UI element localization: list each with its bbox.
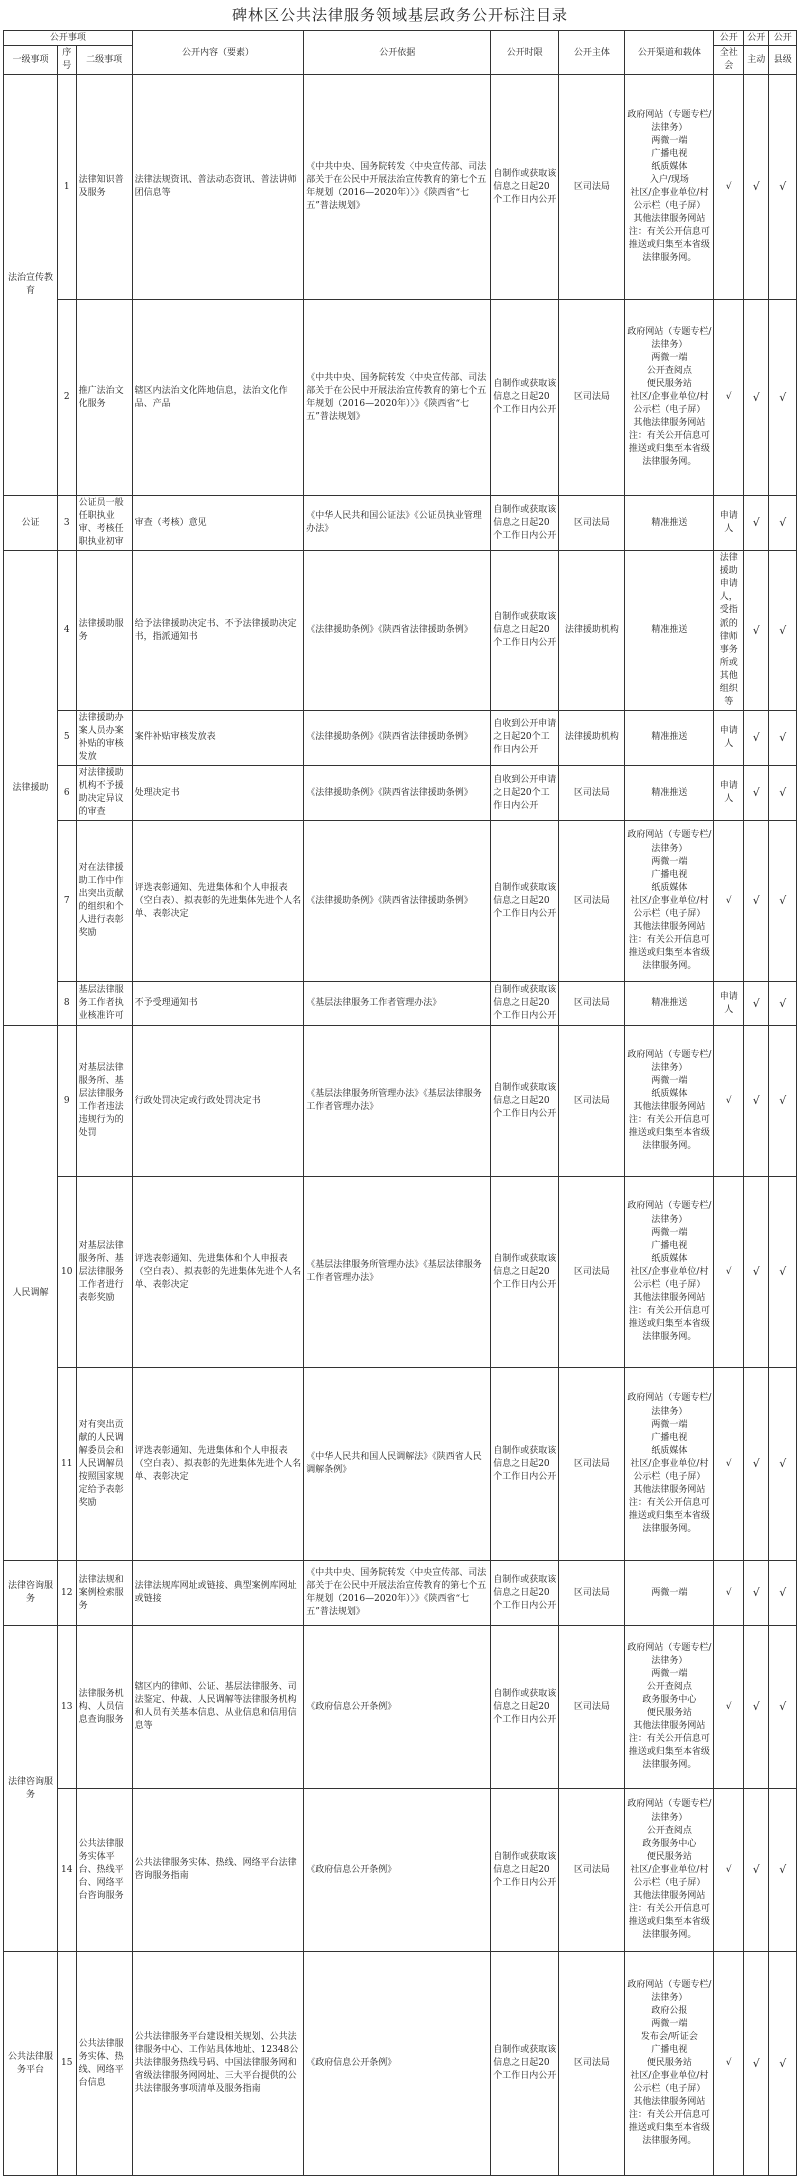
time-cell: 自制作或获取该信息之日起20个工作日内公开	[491, 1626, 559, 1789]
row-number: 15	[57, 1952, 76, 2176]
channel-cell: 政府网站（专题专栏/法律务） 两微一端 广播电视 纸质媒体 社区/企事业单位/村公示栏（电子屏） 其他法律服务网站注：有关公开信息可推送或归集至本省级法律服务网。	[625, 1177, 714, 1368]
table-row	[4, 300, 797, 496]
active-cell: √	[744, 1789, 769, 1952]
level2-cell: 对基层法律服务所、基层法律服务工作者违法违规行为的处罚	[76, 1026, 132, 1177]
level1-cell: 人民调解	[4, 1026, 58, 1561]
header-level2: 二级事项	[76, 46, 132, 75]
row-number: 9	[57, 1026, 76, 1177]
channel-cell: 精准推送	[625, 551, 714, 711]
content-cell: 评选表彰通知、先进集体和个人申报表（空白表）、拟表彰的先进集体先进个人名单、表彰决定	[132, 821, 304, 982]
content-cell: 辖区内的律师、公证、基层法律服务、司法鉴定、仲裁、人民调解等法律服务机构和人员有关基本信息、从业信息和信用信息等	[132, 1626, 304, 1789]
subject-cell: 区司法局	[559, 75, 625, 300]
county-cell: √	[769, 1561, 797, 1626]
time-cell: 自制作或获取该信息之日起20个工作日内公开	[491, 551, 559, 711]
content-cell: 行政处罚决定或行政处罚决定书	[132, 1026, 304, 1177]
time-cell: 自制作或获取该信息之日起20个工作日内公开	[491, 1561, 559, 1626]
row-number: 4	[57, 551, 76, 711]
table-row	[4, 1952, 797, 2176]
row-number: 6	[57, 766, 76, 821]
county-cell: √	[769, 551, 797, 711]
header-subject: 公开主体	[559, 31, 625, 75]
active-cell: √	[744, 982, 769, 1026]
header-level-group: 公开	[769, 31, 797, 46]
channel-cell: 政府网站（专题专栏/法律务） 两微一端 纸质媒体 其他法律服务网站注：有关公开信息可推送或归集至本省级法律服务网。	[625, 1026, 714, 1177]
content-cell: 不予受理通知书	[132, 982, 304, 1026]
county-cell: √	[769, 1177, 797, 1368]
time-cell: 自制作或获取该信息之日起20个工作日内公开	[491, 1368, 559, 1561]
table-row	[4, 982, 797, 1026]
content-cell: 法律法规资讯、普法动态资讯、普法讲师团信息等	[132, 75, 304, 300]
level1-cell: 法治宣传教育	[4, 75, 58, 496]
channel-cell: 精准推送	[625, 496, 714, 551]
header-channel: 公开渠道和载体	[625, 31, 714, 75]
county-cell: √	[769, 1952, 797, 2176]
subject-cell: 区司法局	[559, 1952, 625, 2176]
table-body	[4, 75, 797, 2176]
active-cell: √	[744, 1561, 769, 1626]
level2-cell: 对在法律援助工作中作出突出贡献的组织和个人进行表彰奖励	[76, 821, 132, 982]
level2-cell: 基层法律服务工作者执业核准许可	[76, 982, 132, 1026]
row-number: 5	[57, 710, 76, 765]
active-cell: √	[744, 551, 769, 711]
header-mode-group: 公开	[744, 31, 769, 46]
time-cell: 自制作或获取该信息之日起20个工作日内公开	[491, 496, 559, 551]
header-level1: 一级事项	[4, 46, 58, 75]
level1-cell: 法律咨询服务	[4, 1626, 58, 1952]
channel-cell: 政府网站（专题专栏/法律务） 两微一端 广播电视 纸质媒体 社区/企事业单位/村公示栏（电子屏） 其他法律服务网站注：有关公开信息可推送或归集至本省级法律服务网。	[625, 821, 714, 982]
county-cell: √	[769, 1626, 797, 1789]
active-cell: √	[744, 766, 769, 821]
row-number: 12	[57, 1561, 76, 1626]
subject-cell: 区司法局	[559, 1026, 625, 1177]
row-number: 11	[57, 1368, 76, 1561]
table-row	[4, 75, 797, 300]
level2-cell: 公共法律服务实体、热线、网络平台信息	[76, 1952, 132, 2176]
basis-cell: 《中共中央、国务院转发〈中央宣传部、司法部关于在公民中开展法治宣传教育的第七个五年规划（2016—2020年）〉》《陕西省“七五”普法规划》	[304, 300, 491, 496]
all-society-cell: √	[714, 1177, 744, 1368]
active-cell: √	[744, 1177, 769, 1368]
time-cell: 自制作或获取该信息之日起20个工作日内公开	[491, 821, 559, 982]
content-cell: 评选表彰通知、先进集体和个人申报表（空白表）、拟表彰的先进集体先进个人名单、表彰决定	[132, 1177, 304, 1368]
table-row	[4, 551, 797, 711]
active-cell: √	[744, 300, 769, 496]
county-cell: √	[769, 75, 797, 300]
subject-cell: 法律援助机构	[559, 551, 625, 711]
active-cell: √	[744, 821, 769, 982]
all-society-cell: √	[714, 1026, 744, 1177]
all-society-cell: √	[714, 1789, 744, 1952]
time-cell: 自收到公开申请之日起20个工作日内公开	[491, 710, 559, 765]
table-row	[4, 710, 797, 765]
time-cell: 自收到公开申请之日起20个工作日内公开	[491, 766, 559, 821]
channel-cell: 政府网站（专题专栏/法律务） 两微一端 公开查阅点 便民服务站 社区/企事业单位/村公示栏（电子屏） 其他法律服务网站注：有关公开信息可推送或归集至本省级法律服务网。	[625, 300, 714, 496]
header-time: 公开时限	[491, 31, 559, 75]
disclosure-table	[3, 30, 797, 2176]
page-title: 碑林区公共法律服务领域基层政务公开标注目录	[231, 6, 568, 24]
table-row	[4, 1789, 797, 1952]
all-society-cell: √	[714, 1626, 744, 1789]
header-content: 公开内容（要素）	[132, 31, 304, 75]
all-society-cell: √	[714, 75, 744, 300]
channel-cell: 精准推送	[625, 766, 714, 821]
active-cell: √	[744, 710, 769, 765]
content-cell: 给予法律援助决定书、不予法律援助决定书，指派通知书	[132, 551, 304, 711]
table-row	[4, 1368, 797, 1561]
time-cell: 自制作或获取该信息之日起20个工作日内公开	[491, 982, 559, 1026]
all-society-cell: 法律援助申请人，受指派的律师事务所或其他组织等	[714, 551, 744, 711]
table-row	[4, 1177, 797, 1368]
level2-cell: 推广法治文化服务	[76, 300, 132, 496]
subject-cell: 区司法局	[559, 1368, 625, 1561]
table-row	[4, 766, 797, 821]
county-cell: √	[769, 496, 797, 551]
table-row	[4, 821, 797, 982]
subject-cell: 区司法局	[559, 1626, 625, 1789]
row-number: 10	[57, 1177, 76, 1368]
active-cell: √	[744, 1026, 769, 1177]
content-cell: 法律法规库网址或链接、典型案例库网址或链接	[132, 1561, 304, 1626]
basis-cell: 《基层法律服务所管理办法》《基层法律服务工作者管理办法》	[304, 1177, 491, 1368]
content-cell: 公共法律服务实体、热线、网络平台法律咨询服务指南	[132, 1789, 304, 1952]
header-obj-group: 公开	[714, 31, 744, 46]
header-active: 主动	[744, 46, 769, 75]
level2-cell: 公证员一般任职执业审、考核任职执业初审	[76, 496, 132, 551]
header-all-society: 全社会	[714, 46, 744, 75]
content-cell: 审查（考核）意见	[132, 496, 304, 551]
basis-cell: 《法律援助条例》《陕西省法律援助条例》	[304, 710, 491, 765]
time-cell: 自制作或获取该信息之日起20个工作日内公开	[491, 300, 559, 496]
level2-cell: 法律援助服务	[76, 551, 132, 711]
table-row	[4, 1626, 797, 1789]
level2-cell: 法律法规和案例检索服务	[76, 1561, 132, 1626]
level1-cell: 公证	[4, 496, 58, 551]
county-cell: √	[769, 982, 797, 1026]
row-number: 3	[57, 496, 76, 551]
county-cell: √	[769, 710, 797, 765]
level2-cell: 对法律援助机构不予援助决定异议的审查	[76, 766, 132, 821]
county-cell: √	[769, 766, 797, 821]
level1-cell: 公共法律服务平台	[4, 1952, 58, 2176]
basis-cell: 《基层法律服务所管理办法》《基层法律服务工作者管理办法》	[304, 1026, 491, 1177]
table-row	[4, 496, 797, 551]
basis-cell: 《政府信息公开条例》	[304, 1952, 491, 2176]
all-society-cell: √	[714, 1368, 744, 1561]
county-cell: √	[769, 300, 797, 496]
time-cell: 自制作或获取该信息之日起20个工作日内公开	[491, 1952, 559, 2176]
level1-cell: 法律咨询服务	[4, 1561, 58, 1626]
content-cell: 处理决定书	[132, 766, 304, 821]
content-cell: 公共法律服务平台建设相关规划、公共法律服务中心、工作站具体地址、12348公共法律服务热线号码、中国法律服务网和省级法律服务网网址、三大平台提供的公共法律服务事项清单及服务指南	[132, 1952, 304, 2176]
all-society-cell: √	[714, 1952, 744, 2176]
subject-cell: 区司法局	[559, 300, 625, 496]
time-cell: 自制作或获取该信息之日起20个工作日内公开	[491, 1026, 559, 1177]
content-cell: 案件补贴审核发放表	[132, 710, 304, 765]
county-cell: √	[769, 1789, 797, 1952]
county-cell: √	[769, 1026, 797, 1177]
active-cell: √	[744, 75, 769, 300]
basis-cell: 《中华人民共和国公证法》《公证员执业管理办法》	[304, 496, 491, 551]
all-society-cell: 申请人	[714, 710, 744, 765]
all-society-cell: 申请人	[714, 982, 744, 1026]
channel-cell: 精准推送	[625, 982, 714, 1026]
channel-cell: 两微一端	[625, 1561, 714, 1626]
channel-cell: 精准推送	[625, 710, 714, 765]
level2-cell: 对有突出贡献的人民调解委员会和人民调解员按照国家规定给予表彰奖励	[76, 1368, 132, 1561]
all-society-cell: √	[714, 821, 744, 982]
row-number: 1	[57, 75, 76, 300]
header-xuhao: 序号	[57, 46, 76, 75]
subject-cell: 区司法局	[559, 821, 625, 982]
time-cell: 自制作或获取该信息之日起20个工作日内公开	[491, 75, 559, 300]
row-number: 13	[57, 1626, 76, 1789]
time-cell: 自制作或获取该信息之日起20个工作日内公开	[491, 1789, 559, 1952]
level1-cell: 法律援助	[4, 551, 58, 1026]
content-cell: 评选表彰通知、先进集体和个人申报表（空白表）、拟表彰的先进集体先进个人名单、表彰决定	[132, 1368, 304, 1561]
subject-cell: 区司法局	[559, 1177, 625, 1368]
subject-cell: 法律援助机构	[559, 710, 625, 765]
row-number: 14	[57, 1789, 76, 1952]
channel-cell: 政府网站（专题专栏/法律务） 两微一端 广播电视 纸质媒体 社区/企事业单位/村公示栏（电子屏） 其他法律服务网站注：有关公开信息可推送或归集至本省级法律服务网。	[625, 1368, 714, 1561]
county-cell: √	[769, 1368, 797, 1561]
level2-cell: 对基层法律服务所、基层法律服务工作者进行表彰奖励	[76, 1177, 132, 1368]
active-cell: √	[744, 1626, 769, 1789]
row-number: 8	[57, 982, 76, 1026]
header-gongkai-shixiang: 公开事项	[4, 31, 133, 46]
header-basis: 公开依据	[304, 31, 491, 75]
subject-cell: 区司法局	[559, 766, 625, 821]
channel-cell: 政府网站（专题专栏/法律务） 政府公报 两微一端 发布会/听证会 广播电视 便民服务站 社区/企事业单位/村公示栏（电子屏） 其他法律服务网站注：有关公开信息可推送或归集至本省级法律服务网。	[625, 1952, 714, 2176]
subject-cell: 区司法局	[559, 1561, 625, 1626]
basis-cell: 《法律援助条例》《陕西省法律援助条例》	[304, 766, 491, 821]
all-society-cell: 申请人	[714, 766, 744, 821]
subject-cell: 区司法局	[559, 982, 625, 1026]
basis-cell: 《法律援助条例》《陕西省法律援助条例》	[304, 821, 491, 982]
county-cell: √	[769, 821, 797, 982]
all-society-cell: √	[714, 300, 744, 496]
table-row	[4, 1026, 797, 1177]
all-society-cell: √	[714, 1561, 744, 1626]
active-cell: √	[744, 496, 769, 551]
basis-cell: 《中共中央、国务院转发〈中央宣传部、司法部关于在公民中开展法治宣传教育的第七个五年规划（2016—2020年）〉》《陕西省“七五”普法规划》	[304, 75, 491, 300]
basis-cell: 《中共中央、国务院转发〈中央宣传部、司法部关于在公民中开展法治宣传教育的第七个五年规划（2016—2020年）〉》《陕西省“七五”普法规划》	[304, 1561, 491, 1626]
table-row	[4, 1561, 797, 1626]
subject-cell: 区司法局	[559, 1789, 625, 1952]
subject-cell: 区司法局	[559, 496, 625, 551]
channel-cell: 政府网站（专题专栏/法律务） 两微一端 公开查阅点 政务服务中心 便民服务站 其他法律服务网站注：有关公开信息可推送或归集至本省级法律服务网。	[625, 1626, 714, 1789]
level2-cell: 公共法律服务实体平台、热线平台、网络平台咨询服务	[76, 1789, 132, 1952]
basis-cell: 《基层法律服务工作者管理办法》	[304, 982, 491, 1026]
header-county: 县级	[769, 46, 797, 75]
basis-cell: 《法律援助条例》《陕西省法律援助条例》	[304, 551, 491, 711]
active-cell: √	[744, 1952, 769, 2176]
basis-cell: 《政府信息公开条例》	[304, 1789, 491, 1952]
active-cell: √	[744, 1368, 769, 1561]
row-number: 2	[57, 300, 76, 496]
level2-cell: 法律服务机构、人员信息查询服务	[76, 1626, 132, 1789]
basis-cell: 《政府信息公开条例》	[304, 1626, 491, 1789]
all-society-cell: 申请人	[714, 496, 744, 551]
channel-cell: 政府网站（专题专栏/法律务） 两微一端 广播电视 纸质媒体 入户/现场 社区/企事业单位/村公示栏（电子屏） 其他法律服务网站注：有关公开信息可推送或归集至本省级法律服务网。	[625, 75, 714, 300]
channel-cell: 政府网站（专题专栏/法律务） 公开查阅点 政务服务中心 便民服务站 社区/企事业单位/村公示栏（电子屏） 其他法律服务网站注：有关公开信息可推送或归集至本省级法律服务网。	[625, 1789, 714, 1952]
level2-cell: 法律援助办案人员办案补贴的审核发放	[76, 710, 132, 765]
row-number: 7	[57, 821, 76, 982]
content-cell: 辖区内法治文化阵地信息，法治文化作品、产品	[132, 300, 304, 496]
level2-cell: 法律知识普及服务	[76, 75, 132, 300]
basis-cell: 《中华人民共和国人民调解法》《陕西省人民调解条例》	[304, 1368, 491, 1561]
time-cell: 自制作或获取该信息之日起20个工作日内公开	[491, 1177, 559, 1368]
